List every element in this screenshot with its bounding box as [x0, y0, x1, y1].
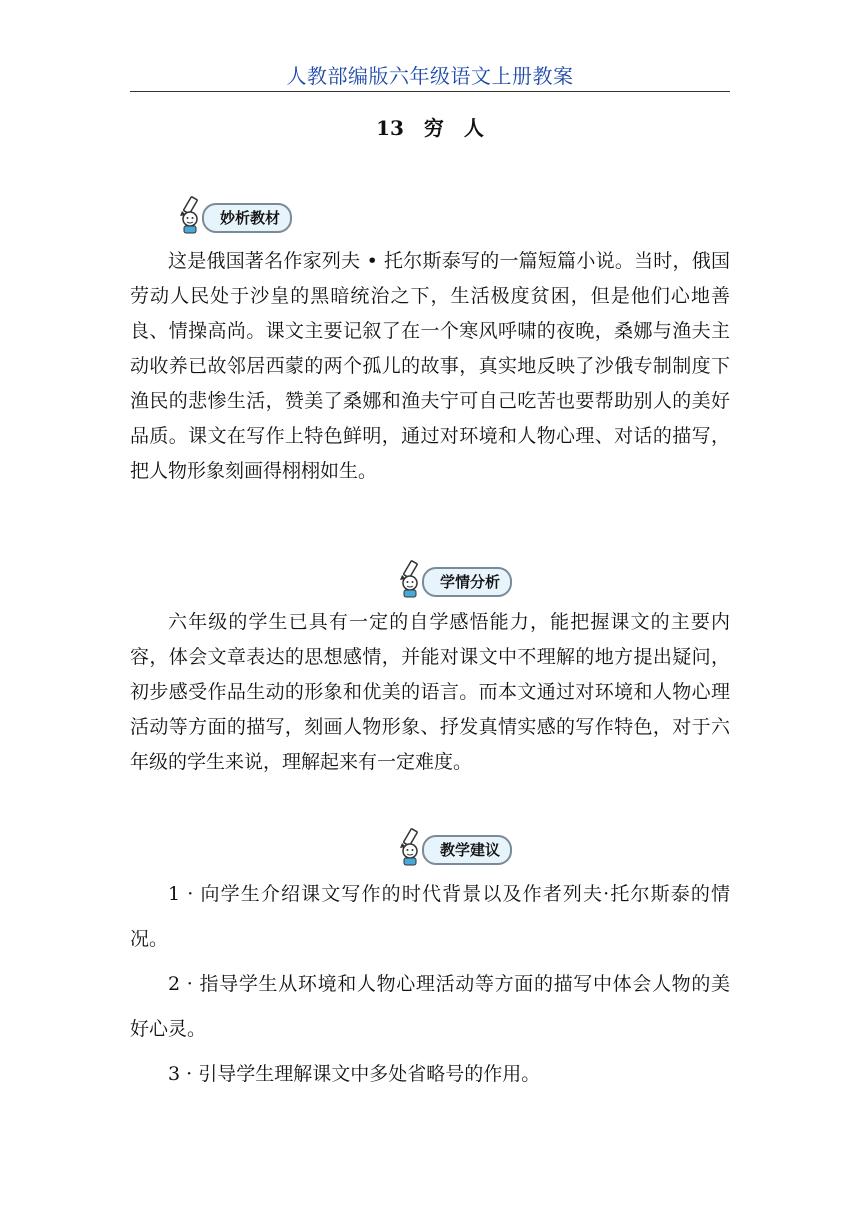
section-badge-students — [390, 561, 512, 599]
section-label-students: 学情分析 — [422, 567, 512, 597]
lesson-title: 13 穷 人 — [376, 116, 484, 140]
students-paragraph: 六年级的学生已具有一定的自学感悟能力，能把握课文的主要内容，体会文章表达的思想感情，并能对课文中不理解的地方提出疑问，初步感受作品生动的形象和优美的语言。而本文通过对环境和人物心理活动等方面的描写，刻画人物形象、抒发真情实感的写作特色，对于六年级的学生来说，理解起来有一定难度。 — [130, 611, 730, 773]
section-badge-suggestions — [390, 829, 512, 867]
page-header-title: 人教部编版六年级语文上册教案 — [286, 64, 574, 88]
suggestion-item: 1 · 向学生介绍课文写作的时代背景以及作者列夫·托尔斯泰的情况。 — [130, 883, 730, 950]
cartoon-pencil-character-icon — [390, 559, 430, 599]
cartoon-pencil-character-icon — [390, 827, 430, 867]
section-label-analysis: 妙析教材 — [202, 203, 292, 233]
analysis-paragraph: 这是俄国著名作家列夫 • 托尔斯泰写的一篇短篇小说。当时，俄国劳动人民处于沙皇的黑暗统治之下，生活极度贫困，但是他们心地善良、情操高尚。课文主要记叙了在一个寒风呼啸的夜晚，桑娜与渔夫主动收养已故邻居西蒙的两个孤儿的故事，真实地反映了沙俄专制制度下渔民的悲惨生活，赞美了桑娜和渔夫宁可自己吃苦也要帮助别人的美好品质。课文在写作上特色鲜明，通过对环境和人物心理、对话的描写，把人物形象刻画得栩栩如生。 — [130, 250, 730, 482]
section-badge-analysis — [170, 197, 292, 235]
cartoon-pencil-character-icon — [170, 195, 210, 235]
suggestion-item: 2 · 指导学生从环境和人物心理活动等方面的描写中体会人物的美好心灵。 — [130, 973, 730, 1040]
section-label-suggestions: 教学建议 — [422, 835, 512, 865]
header-divider — [130, 91, 730, 92]
suggestion-item: 3 · 引导学生理解课文中多处省略号的作用。 — [168, 1063, 541, 1085]
